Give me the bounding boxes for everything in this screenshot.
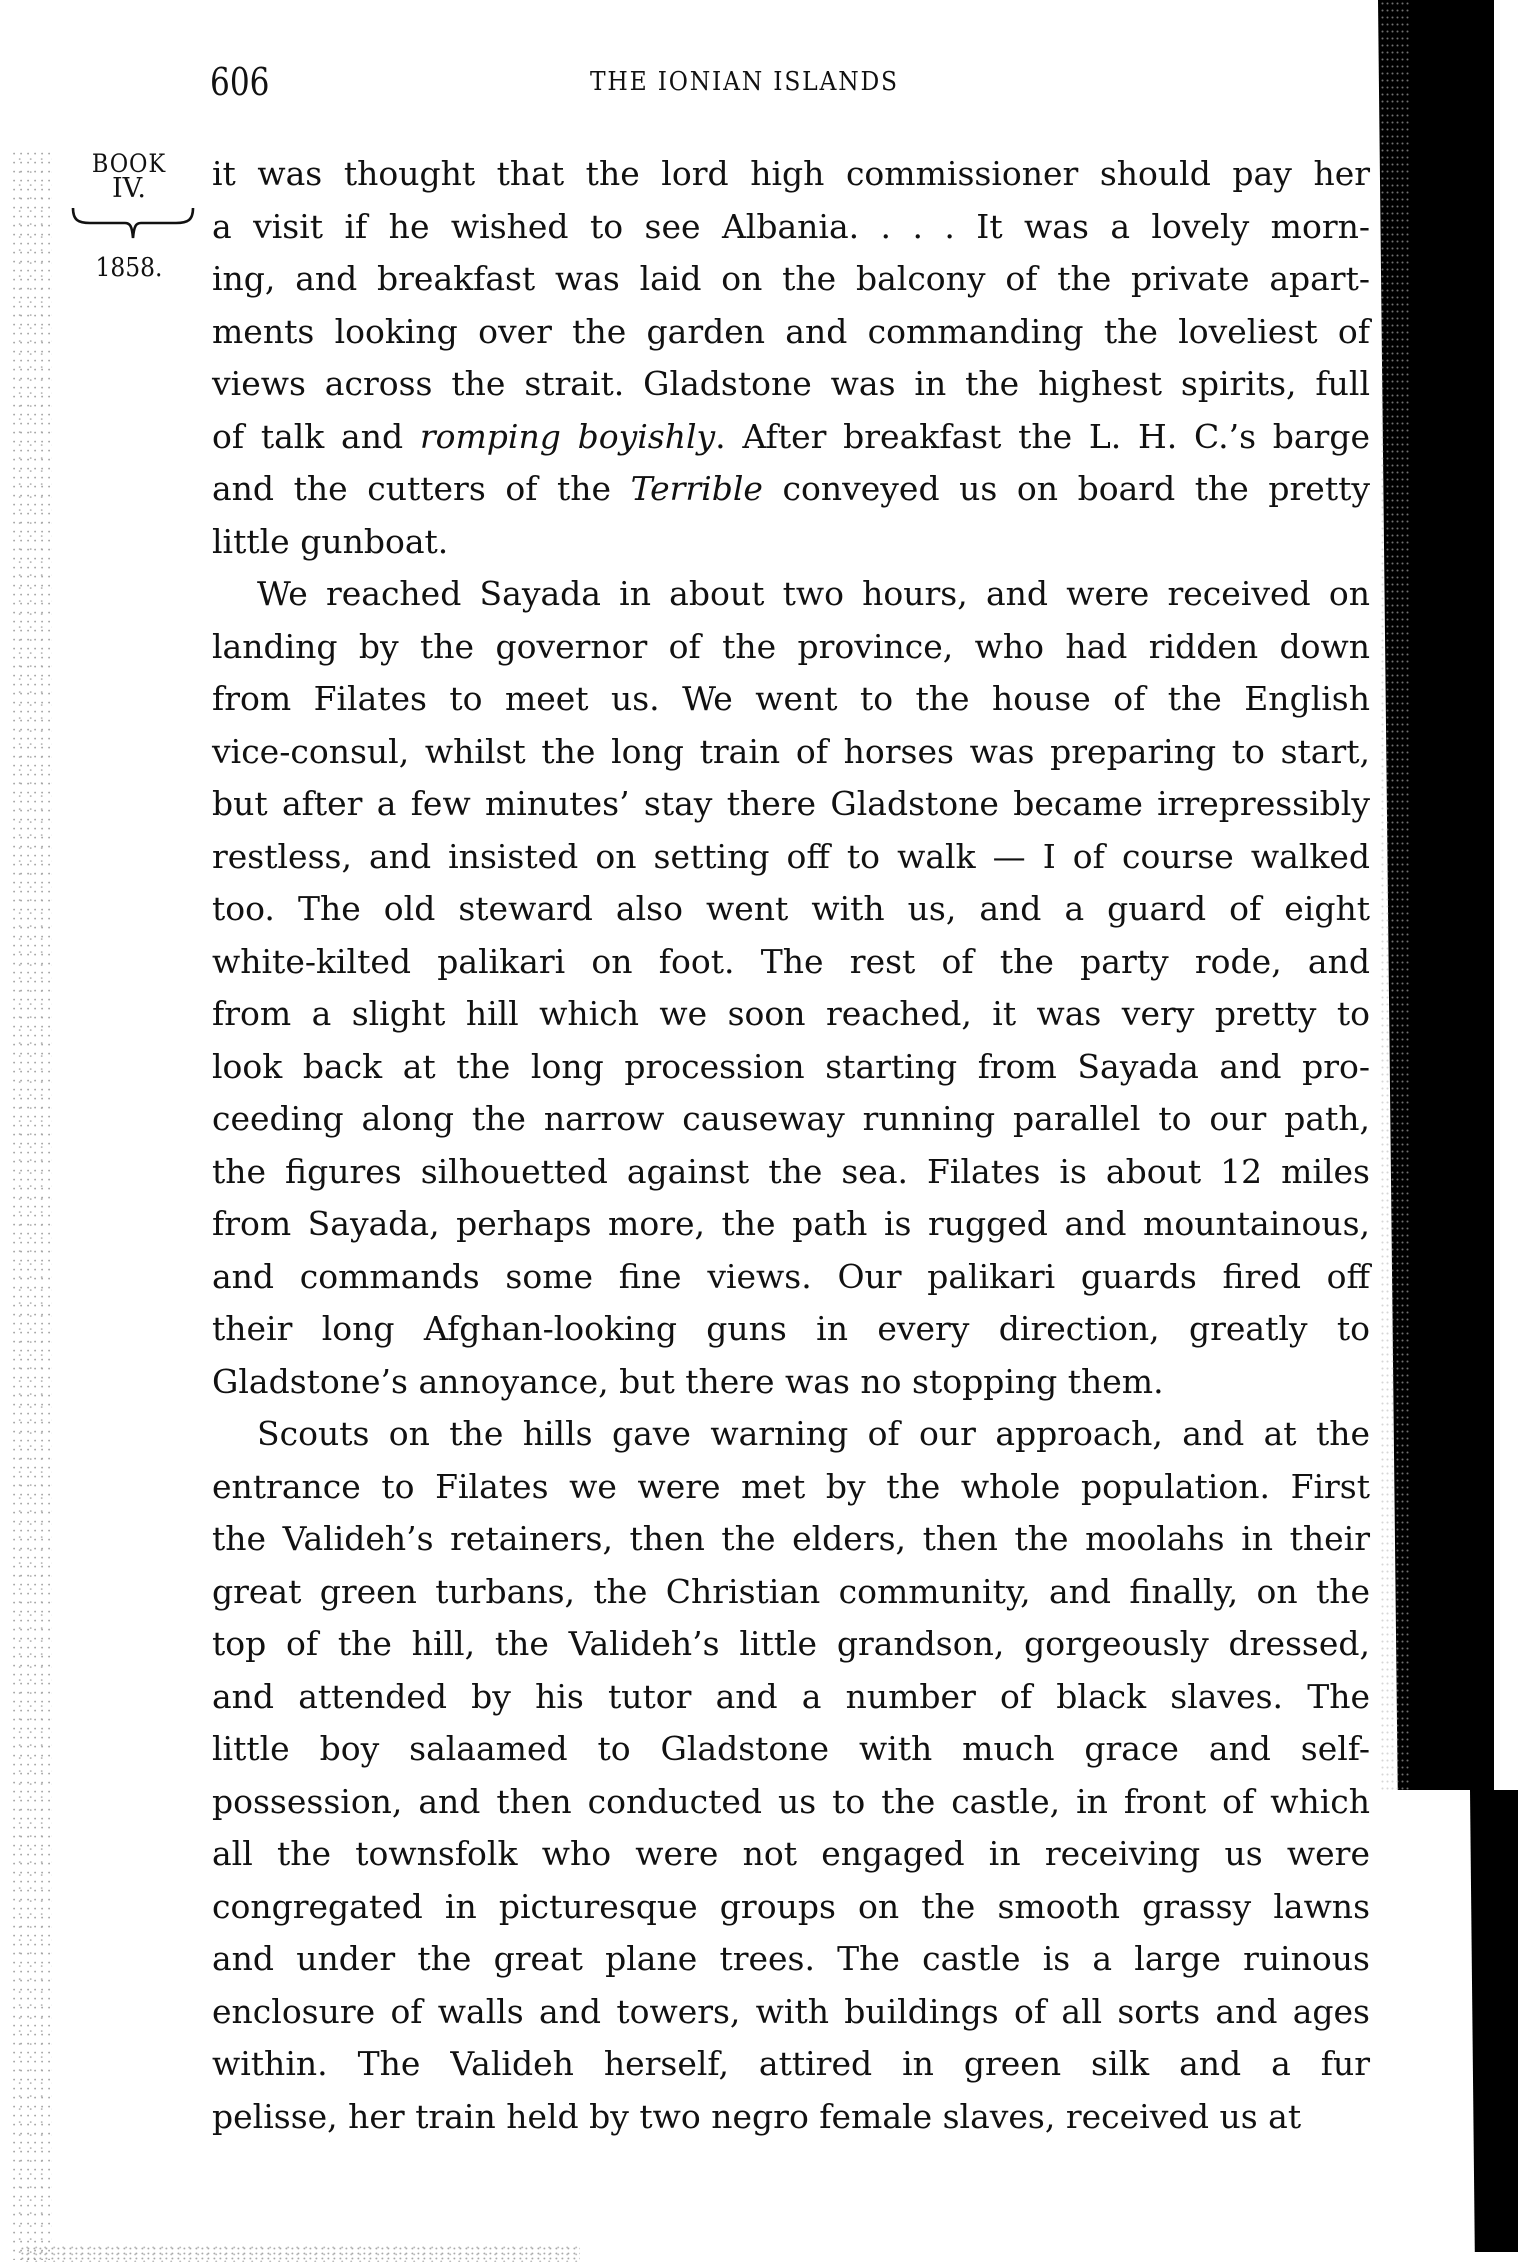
text-line: ments looking over the garden and commanding the loveliest of <box>212 311 1370 351</box>
margin-note-volume: IV. <box>111 173 147 204</box>
text-line: and under the great plane trees. The castle is a large ruinous <box>212 1939 1370 1978</box>
text-line: from Filates to meet us. We went to the house of the English <box>212 679 1370 718</box>
page-number: 606 <box>210 60 270 104</box>
text-line: white-kilted palikari on foot. The rest of the party rode, and <box>212 941 1370 981</box>
gutter-shadow-lower <box>1470 1790 1518 2252</box>
margin-note-book: BOOK <box>91 149 167 178</box>
text-line: great green turbans, the Christian community, and finally, on the <box>212 1571 1370 1611</box>
text-line: from a slight hill which we soon reached, it was very pretty to <box>212 994 1370 1033</box>
text-run: conveyed us on board the pretty <box>762 469 1370 508</box>
text-line: and attended by his tutor and a number of black slaves. The <box>212 1676 1370 1716</box>
text-line: pelisse, her train held by two negro female slaves, received us at <box>212 2096 1302 2136</box>
text-line: possession, and then conducted us to the castle, in front of which <box>212 1781 1370 1821</box>
text-line: Gladstone’s annoyance, but there was no stopping them. <box>212 1361 1164 1401</box>
text-line: and commands some fine views. Our palikari guards fired off <box>212 1256 1370 1296</box>
text-line: a visit if he wished to see Albania. . . . It was a lovely morn- <box>212 206 1370 246</box>
text-line: look back at the long procession starting from Sayada and pro- <box>212 1046 1370 1086</box>
margin-note-year: 1858. <box>95 253 163 283</box>
italic-text-run: Terrible <box>630 469 763 508</box>
scan-noise-left-edge <box>12 150 52 2260</box>
curly-brace-down-icon <box>70 206 196 240</box>
italic-text-run: romping boyishly <box>419 416 716 456</box>
text-line: vice-consul, whilst the long train of horses was preparing to start, <box>212 731 1370 771</box>
text-line <box>212 463 1370 515</box>
gutter-speckle <box>1380 0 1410 1790</box>
text-line: the figures silhouetted against the sea. Filates is about 12 miles <box>212 1151 1370 1191</box>
text-line: Scouts on the hills gave warning of our approach, and at the <box>257 1414 1370 1453</box>
text-line: We reached Sayada in about two hours, and were received on <box>257 574 1370 613</box>
text-line: their long Afghan-looking guns in every direction, greatly to <box>212 1309 1370 1348</box>
text-run: . After breakfast the L. H. C.’s barge <box>715 416 1370 456</box>
text-line: but after a few minutes’ stay there Gladstone became irrepressibly <box>212 784 1370 823</box>
text-line: little boy salaamed to Gladstone with much grace and self- <box>212 1729 1370 1768</box>
scan-noise-bottom-edge <box>20 2246 580 2262</box>
text-line: the Valideh’s retainers, then the elders, then the moolahs in their <box>212 1519 1370 1558</box>
text-line: too. The old steward also went with us, and a guard of eight <box>212 889 1370 928</box>
text-line: all the townsfolk who were not engaged in receiving us were <box>212 1834 1370 1873</box>
text-line: from Sayada, perhaps more, the path is rugged and mountainous, <box>212 1204 1370 1243</box>
text-run: and the cutters of the <box>212 469 631 508</box>
text-line: little gunboat. <box>212 521 449 561</box>
running-title: THE IONIAN ISLANDS <box>590 67 899 97</box>
text-line: enclosure of walls and towers, with buildings of all sorts and ages <box>212 1991 1370 2031</box>
text-line: landing by the governor of the province, who had ridden down <box>212 626 1370 666</box>
text-run: of talk and <box>212 416 420 456</box>
text-line: congregated in picturesque groups on the smooth grassy lawns <box>212 1886 1370 1926</box>
text-line: top of the hill, the Valideh’s little grandson, gorgeously dressed, <box>212 1624 1370 1663</box>
text-line: restless, and insisted on setting off to walk — I of course walked <box>212 836 1370 876</box>
text-line: views across the strait. Gladstone was in the highest spirits, full <box>212 364 1370 403</box>
running-head <box>210 60 1370 104</box>
text-line: ceeding along the narrow causeway running parallel to our path, <box>212 1099 1370 1138</box>
margin-note <box>70 150 188 284</box>
text-line: it was thought that the lord high commissioner should pay her <box>212 154 1370 193</box>
text-line: ing, and breakfast was laid on the balcony of the private apart- <box>212 259 1370 298</box>
text-line: within. The Valideh herself, attired in green silk and a fur <box>212 2044 1370 2083</box>
text-line <box>212 411 1370 463</box>
text-line: entrance to Filates we were met by the whole population. First <box>212 1466 1370 1506</box>
